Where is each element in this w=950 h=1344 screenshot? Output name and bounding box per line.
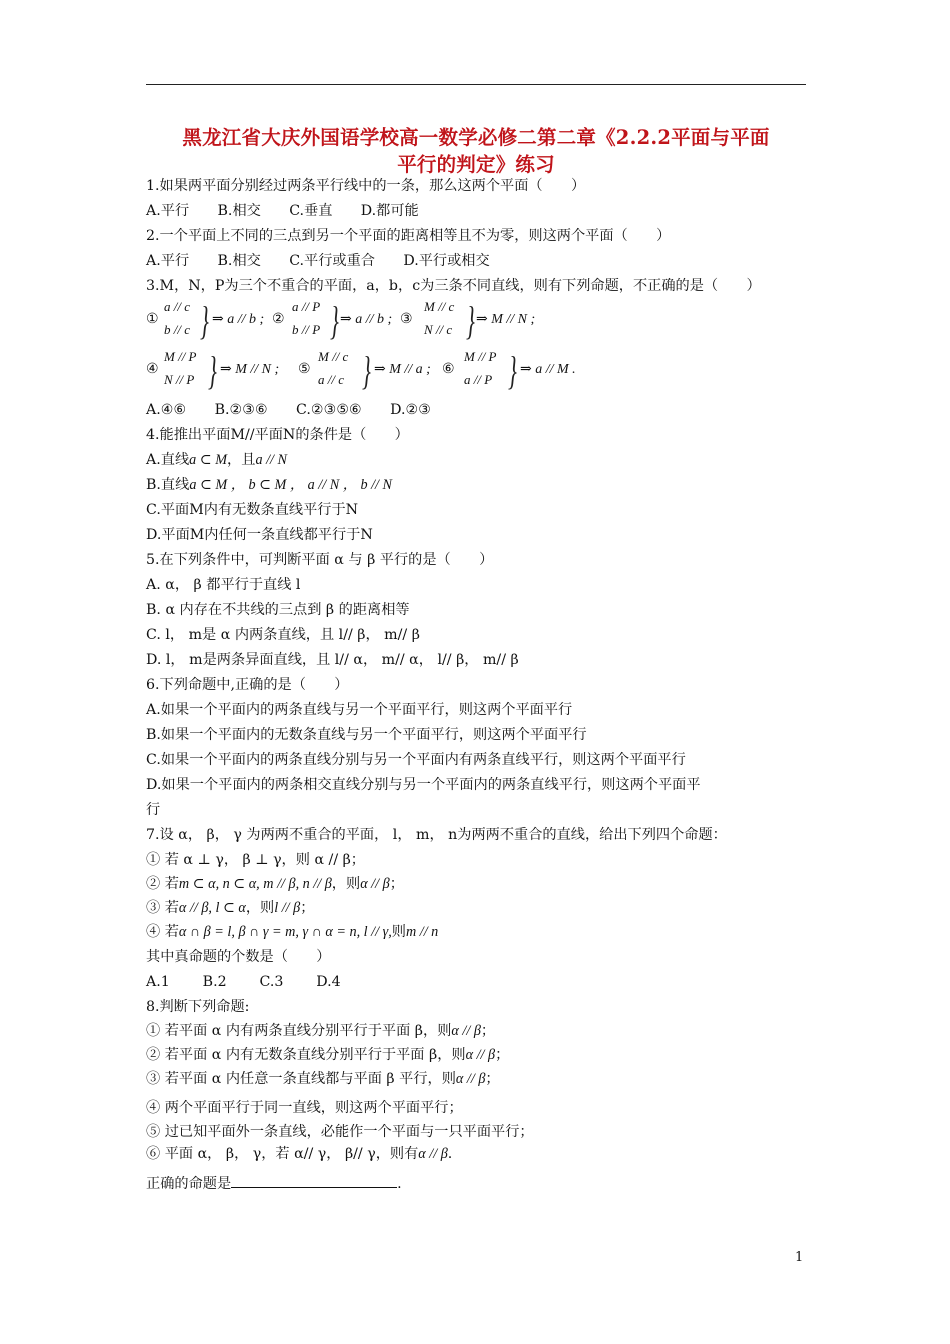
q3-s5-top: M // c xyxy=(318,349,349,364)
title-line-2: 平行的判定》练习 xyxy=(397,153,555,176)
q8-proposition-2 xyxy=(146,1045,814,1065)
q3-s4-top: M // P xyxy=(164,349,197,364)
q4-option-b xyxy=(146,475,814,495)
q3-num-5: ⑤ xyxy=(298,361,311,377)
q6-option-c: C.如果一个平面内的两条直线分别与另一个平面内有两条直线平行，则这两个平面平行 xyxy=(146,752,686,768)
q3-s6-bottom: a // P xyxy=(464,372,493,387)
q4-a-math-1: a ⊂ M xyxy=(189,452,228,468)
q4-b-math: a ⊂ M ， b ⊂ M ， a // N ， b // N xyxy=(189,477,393,493)
q3-s6-top: M // P xyxy=(464,349,497,364)
q3-num-6: ⑥ xyxy=(442,361,455,377)
q3-stem: 3.M，N，P为三个不重合的平面，a，b，c为三条不同直线，则有下列命题，不正确的是（ ） xyxy=(146,278,761,294)
page-number: 1 xyxy=(795,1250,804,1265)
q4-a-label: A.直线 xyxy=(146,452,190,468)
q8-proposition-1 xyxy=(146,1021,814,1041)
q8-p6-math: α // β xyxy=(418,1146,448,1162)
q7-p4-result: m // n xyxy=(405,924,439,940)
brace-icon: } xyxy=(362,348,371,393)
q6-option-d-line-2: 行 xyxy=(146,802,161,818)
q7-stem: 7.设 α， β， γ 为两两不重合的平面， l， m， n为两两不重合的直线，给出下列四个命题： xyxy=(146,827,727,843)
q8-p2-end: ； xyxy=(495,1047,510,1063)
brace-icon: } xyxy=(330,298,339,343)
q7-proposition-4 xyxy=(146,922,814,942)
q8-p2-text: ② 若平面 α 内有无数条直线分别平行于平面 β，则 xyxy=(146,1047,466,1063)
q8-p6-text: ⑥ 平面 α， β， γ，若 α// γ， β// γ，则有 xyxy=(146,1146,419,1162)
q3-propositions-row-1 xyxy=(146,298,806,344)
q7-p3-then: ，则 xyxy=(245,900,275,916)
q8-p1-text: ① 若平面 α 内有两条直线分别平行于平面 β，则 xyxy=(146,1023,452,1039)
q2-stem: 2.一个平面上不同的三点到另一个平面的距离相等且不为零，则这两个平面（ ） xyxy=(146,228,671,244)
q4-a-conj: ，且 xyxy=(227,452,256,468)
q7-p4-label: ④ 若 xyxy=(146,924,179,940)
q3-s3-result: ⇒ M // N ; xyxy=(476,312,536,327)
q3-s2-bottom: b // P xyxy=(292,322,321,337)
brace-icon: } xyxy=(208,348,217,393)
q5-option-b: B. α 内存在不共线的三点到 β 的距离相等 xyxy=(146,602,410,618)
q3-num-4: ④ xyxy=(146,361,159,377)
brace-icon: } xyxy=(466,298,475,343)
page-title xyxy=(146,124,806,178)
q3-num-3: ③ xyxy=(400,311,413,327)
q5-option-a: A. α， β 都平行于直线 l xyxy=(146,577,301,593)
q3-s2-top: a // P xyxy=(292,299,321,314)
q7-options: A.1 B.2 C.3 D.4 xyxy=(146,974,341,990)
q6-option-d-line-1: D.如果一个平面内的两条相交直线分别与另一个平面内的两条直线平行，则这两个平面平 xyxy=(146,777,701,793)
q7-proposition-3 xyxy=(146,898,814,918)
q2-options: A.平行 B.相交 C.平行或重合 D.平行或相交 xyxy=(146,253,490,269)
q3-s1-result: ⇒ a // b ; xyxy=(212,312,265,327)
q3-s1-bottom: b // c xyxy=(164,322,190,337)
q7-p2-math: m ⊂ α, n ⊂ α, m // β, n // β xyxy=(178,876,332,892)
q8-answer-end: . xyxy=(397,1176,402,1192)
q3-s3-top: M // c xyxy=(424,299,455,314)
q3-s6-result: ⇒ a // M . xyxy=(520,362,576,377)
q6-stem: 6.下列命题中,正确的是（ ） xyxy=(146,677,349,693)
q7-tail: 其中真命题的个数是（ ） xyxy=(146,949,331,965)
brace-icon: } xyxy=(200,298,209,343)
q3-num-2: ② xyxy=(272,311,285,327)
answer-blank[interactable] xyxy=(231,1173,397,1188)
q3-s5-result: ⇒ M // a ; xyxy=(374,362,431,377)
header-rule xyxy=(146,84,806,85)
q6-option-b: B.如果一个平面内的无数条直线与另一个平面平行，则这两个平面平行 xyxy=(146,727,587,743)
q1-stem: 1.如果两平面分别经过两条平行线中的一条，那么这两个平面（ ） xyxy=(146,178,586,194)
q1-options: A.平行 B.相交 C.垂直 D.都可能 xyxy=(146,203,419,219)
q3-s5-bottom: a // c xyxy=(318,372,344,387)
q7-p3-result: l // β xyxy=(274,900,301,916)
q7-p2-label: ② 若 xyxy=(146,876,179,892)
q8-proposition-4: ④ 两个平面平行于同一直线，则这两个平面平行； xyxy=(146,1100,463,1116)
q7-p2-end: ； xyxy=(389,876,404,892)
q8-p1-end: ； xyxy=(480,1023,496,1039)
q4-stem: 4.能推出平面M//平面N的条件是（ ） xyxy=(146,427,409,443)
q4-option-c: C.平面M内有无数条直线平行于N xyxy=(146,502,359,518)
q8-p1-math: α // β xyxy=(451,1023,481,1039)
q5-stem: 5.在下列条件中，可判断平面 α 与 β 平行的是（ ） xyxy=(146,552,494,568)
q8-proposition-6 xyxy=(146,1144,814,1164)
q8-stem: 8.判断下列命题: xyxy=(146,999,250,1015)
q7-p4-then: 则 xyxy=(391,924,406,940)
q8-proposition-3 xyxy=(146,1069,814,1089)
q3-num-1: ① xyxy=(146,311,159,327)
q8-answer-line xyxy=(146,1173,814,1194)
q8-answer-label: 正确的命题是 xyxy=(146,1176,232,1192)
brace-icon: } xyxy=(508,348,517,393)
q4-b-label: B.直线 xyxy=(146,477,190,493)
q3-s2-result: ⇒ a // b ; xyxy=(340,312,393,327)
q7-p3-math: α // β, l ⊂ α xyxy=(178,900,246,916)
q3-options: A.④⑥ B.②③⑥ C.②③⑤⑥ D.②③ xyxy=(146,402,431,418)
q7-proposition-2 xyxy=(146,874,814,894)
title-line-1: 黑龙江省大庆外国语学校高一数学必修二第二章《2.2.2平面与平面 xyxy=(182,126,770,149)
q7-p2-result: α // β xyxy=(360,876,390,892)
q7-proposition-1: ① 若 α ⊥ γ， β ⊥ γ，则 α // β； xyxy=(146,852,365,868)
q6-option-a: A.如果一个平面内的两条直线与另一个平面平行，则这两个平面平行 xyxy=(146,702,573,718)
q4-a-math-2: a // N xyxy=(255,452,287,468)
q8-p3-text: ③ 若平面 α 内任意一条直线都与平面 β 平行，则 xyxy=(146,1071,456,1087)
q7-p4-math: α ∩ β = l, β ∩ γ = m, γ ∩ α = n, l // γ, xyxy=(178,924,392,940)
q7-p3-end: ； xyxy=(300,900,315,916)
q3-s4-bottom: N // P xyxy=(164,372,195,387)
q8-p3-math: α // β xyxy=(455,1071,486,1087)
q8-p6-end: . xyxy=(447,1146,453,1162)
q3-s1-top: a // c xyxy=(164,299,190,314)
q8-proposition-5: ⑤ 过已知平面外一条直线，必能作一个平面与一只平面平行； xyxy=(146,1124,534,1140)
q7-p3-label: ③ 若 xyxy=(146,900,179,916)
q5-option-c: C. l， m是 α 内两条直线，且 l// β， m// β xyxy=(146,627,420,643)
q4-option-a xyxy=(146,450,814,470)
q4-option-d: D.平面M内任何一条直线都平行于N xyxy=(146,527,373,543)
q3-s3-bottom: N // c xyxy=(424,322,453,337)
q8-p2-math: α // β xyxy=(465,1047,496,1063)
q3-propositions-row-2 xyxy=(146,348,806,394)
q5-option-d: D. l， m是两条异面直线，且 l// α， m// α， l// β， m// β xyxy=(146,652,519,668)
q7-p2-then: ，则 xyxy=(331,876,361,892)
q3-s4-result: ⇒ M // N ; xyxy=(220,362,280,377)
q8-p3-end: ； xyxy=(485,1071,500,1087)
